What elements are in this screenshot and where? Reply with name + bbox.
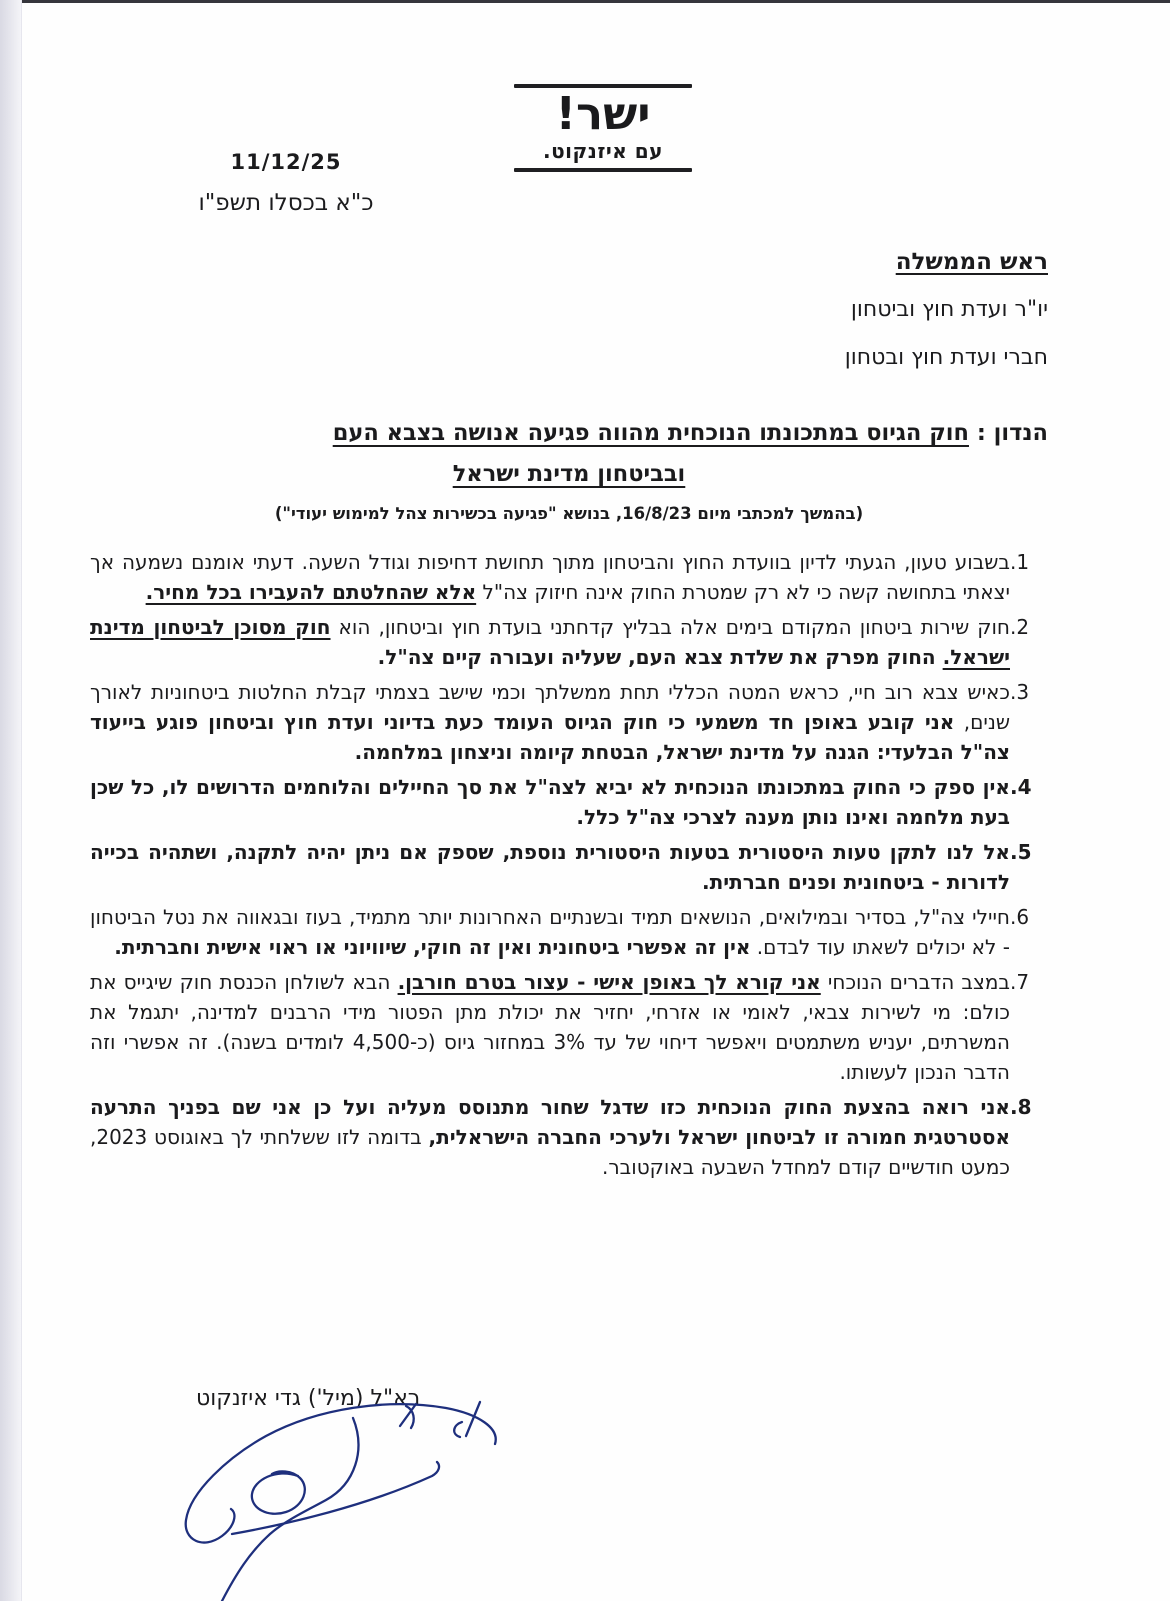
paragraph-number: .8 [1010,1095,1032,1119]
text-segment: חוק שירות ביטחון המקודם בימים אלה בבליץ קדחתני בועדת חוץ וביטחון, הוא [330,615,1010,639]
signature-stroke [454,1422,462,1437]
paragraph-text [90,547,1010,607]
subject-reference: (בהמשך למכתבי מיום 16/8/23, בנושא "פגיעה בכשירות צהל למימוש יעודי") [274,504,864,523]
text-segment: במצב הדברים הנוכחי [820,970,1010,994]
paragraph-number: .7 [1010,970,1030,994]
text-segment: אל לנו לתקן טעות היסטורית בטעות היסטורית נוספת, שספק אם ניתן יהיה לתקנה, ושתהיה בכייה לדורות - ביטחונית ופנים חברתית. [90,840,1010,894]
party-logo [514,84,692,172]
text-segment: אני רואה בהצעת החוק הנוכחית כזו שדגל שחור מתנוסס מעליה ועל כן אני שם בפניך התרעה אסטרטגית חמורה זו לביטחון ישראל ולערכי החברה הישראלית, [90,1095,1011,1149]
paragraph-text [90,772,1010,832]
paragraph-list [90,547,1048,1187]
paragraph-text [90,1092,1010,1182]
signature-stroke [186,1404,496,1542]
numbered-paragraph [90,902,1048,962]
paragraph-number: .6 [1010,905,1030,929]
subject-title: חוק הגיוס במתכונתו הנוכחית מהווה פגיעה אנושה בצבא העם [332,420,969,446]
signature-stroke [232,1462,439,1534]
logo-bottom-rule [514,168,692,172]
logo-tagline: עם איזנקוט. [542,139,663,163]
text-segment: בדומה לזו ששלחתי לך באוגוסט 2023, כמעט חודשיים קודם למחדל השבעה באוקטובר. [90,1125,1010,1179]
handwritten-signature [148,1392,568,1601]
numbered-paragraph [90,612,1048,672]
text-segment: אין זה אפשרי ביטחונית ואין זה חוקי, שיוויוני או ראוי אישית וחברתית. [114,935,751,959]
text-segment: חוק מסוכן לביטחון מדינת ישראל. [90,615,1010,669]
logo-wordmark: ישר! [555,87,651,140]
paragraph-text [90,967,1010,1087]
text-segment: כאיש צבא רוב חיי, כראש המטה הכללי תחת ממשלתך וכמי שישב בצמתי קבלת החלטות ביטחוניות לאורך שנים, [90,680,1010,734]
paragraph-text [90,677,1010,767]
gregorian-date: 11/12/25 [230,150,342,174]
numbered-paragraph [90,772,1048,832]
paragraph-text [90,837,1010,897]
subject-block [90,420,1048,523]
hebrew-date: כ"א בכסלו תשפ"ו [198,190,374,216]
subject-label: הנדון : [976,420,1048,446]
paragraph-text [90,902,1010,962]
recipients [845,238,1048,382]
text-segment: הבא לשולחן הכנסת חוק שיגייס את כולם: מי לשירות צבאי, לאומי או אזרחי, יחזיר את יכולת מתן הפטור מידי הרבנים למדינה, יתגמל את המשרתים, יעניש משתמטים ויאפשר דיחוי של עד 3% במחזור גיוס (כ-4,500 לומדים בשנה). זה אפשרי וזה הדבר הנכון לעשותו. [90,970,1010,1084]
signature-name: רא"ל (מיל') גדי איזנקוט [196,1386,421,1411]
recipient-line: יו"ר ועדת חוץ וביטחון [850,297,1048,322]
paragraph-number: .2 [1010,615,1030,639]
subject-line-2: ובביטחון מדינת ישראל [452,461,686,487]
text-segment: אין ספק כי החוק במתכונתו הנוכחית לא יביא לצה"ל את סך החיילים והלוחמים הדרושים לו, כל שכן בעת מלחמה ואינו נותן מענה לצרכי צה"ל כלל. [90,775,1010,829]
numbered-paragraph [90,837,1048,897]
date-block [186,150,386,216]
numbered-paragraph [90,677,1048,767]
text-segment: החוק מפרק את שלדת צבא העם, שעליה ועבורה קיים צה"ל. [377,645,943,669]
paragraph-number: .1 [1010,550,1030,574]
text-segment: חיילי צה"ל, בסדיר ובמילואים, הנושאים תמיד ובשנתיים האחרונות יותר מתמיד, בעוז ובגאווה את נטל הביטחון - לא יכולים לשאתו עוד לבדם. [90,905,1010,959]
paragraph-number: .3 [1010,680,1030,704]
paragraph-number: .5 [1010,840,1032,864]
paragraph-number: .4 [1010,775,1032,799]
scan-top-edge [0,0,1170,3]
numbered-paragraph [90,547,1048,607]
text-segment: אלא שהחלטתם להעבירו בכל מחיר. [145,580,477,604]
paragraph-text [90,612,1010,672]
signature-stroke [252,1471,305,1513]
text-segment: בשבוע טעון, הגעתי לדיון בוועדת החוץ והביטחון מתוך תחושת דחיפות וגודל השעה. דעתי אומנם נשמעה אך יצאתי בתחושה קשה כי לא רק שמטרת החוק אינה חיזוק צה"ל [90,550,1010,604]
text-segment: אני קורא לך באופן אישי - עצור בטרם חורבן. [397,970,821,994]
numbered-paragraph [90,967,1048,1087]
subject-line-1 [90,420,1048,446]
recipient-line: חברי ועדת חוץ ובטחון [844,345,1048,370]
recipient-line: ראש הממשלה [895,249,1048,275]
text-segment: אני קובע באופן חד משמעי כי חוק הגיוס העומד כעת בדיוני ועדת חוץ וביטחון פוגע בייעוד צה"ל הבלעדי: הגנה על מדינת ישראל, הבטחת קיומה וניצחון במלחמה. [90,710,1010,764]
scan-left-edge [0,0,22,1601]
numbered-paragraph [90,1092,1048,1182]
